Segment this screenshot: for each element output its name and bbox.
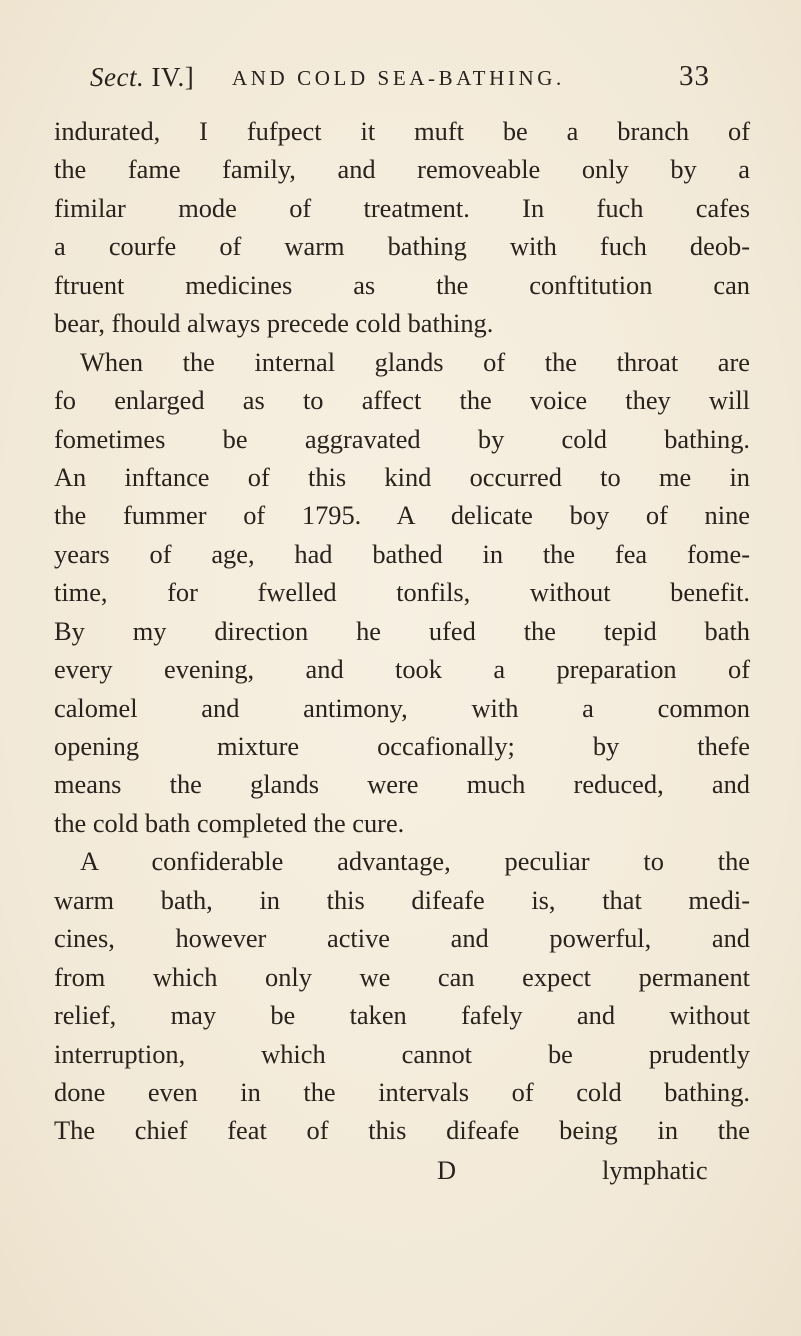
text-line: ftruent medicines as the conftitution can xyxy=(54,269,750,300)
text-line: a courfe of warm bathing with fuch deob- xyxy=(54,231,750,262)
catchword: lymphatic xyxy=(602,1155,708,1185)
text-line: the fummer of 1795. A delicate boy of nine xyxy=(54,500,750,531)
body-text xyxy=(54,112,750,1150)
page-number: 33 xyxy=(679,60,710,92)
text-line: fometimes be aggravated by cold bathing. xyxy=(54,423,750,454)
text-line: time, for fwelled tonfils, without benefit. xyxy=(54,577,750,608)
text-line: cines, however active and powerful, and xyxy=(54,923,750,954)
text-line: done even in the intervals of cold bathing. xyxy=(54,1076,750,1107)
text-line: fo enlarged as to affect the voice they will xyxy=(54,385,750,416)
text-line: fimilar mode of treatment. In fuch cafes xyxy=(54,192,750,223)
signature-mark: D xyxy=(437,1155,457,1185)
text-line: warm bath, in this difeafe is, that medi- xyxy=(54,884,750,915)
section-reference xyxy=(90,62,194,93)
text-line: calomel and antimony, with a common xyxy=(54,692,750,723)
text-line: interruption, which cannot be prudently xyxy=(54,1038,750,1069)
running-title: AND COLD SEA-BATHING. xyxy=(232,66,565,90)
text-line: from which only we can expect permanent xyxy=(54,961,750,992)
text-line: indurated, I fufpect it muft be a branch of xyxy=(54,116,750,146)
section-number: IV.] xyxy=(151,62,195,92)
text-line: the fame family, and removeable only by a xyxy=(54,154,750,185)
text-line: years of age, had bathed in the fea fome- xyxy=(54,538,750,569)
text-line: An inftance of this kind occurred to me in xyxy=(54,461,750,492)
text-line: When the internal glands of the throat are xyxy=(80,346,750,377)
text-line: A confiderable advantage, peculiar to the xyxy=(80,846,750,877)
text-line: By my direction he ufed the tepid bath xyxy=(54,615,750,646)
page-footer xyxy=(54,1151,750,1189)
text-line: means the glands were much reduced, and xyxy=(54,769,750,800)
text-line: opening mixture occafionally; by thefe xyxy=(54,731,750,761)
text-line: the cold bath completed the cure. xyxy=(54,807,405,838)
text-line: every evening, and took a preparation of xyxy=(54,654,750,685)
running-header xyxy=(90,60,710,104)
section-label: Sect. xyxy=(90,62,145,92)
text-line: bear, fhould always precede cold bathing. xyxy=(54,308,494,339)
text-line: The chief feat of this difeafe being in the xyxy=(54,1115,750,1146)
text-line: relief, may be taken fafely and without xyxy=(54,1000,750,1031)
